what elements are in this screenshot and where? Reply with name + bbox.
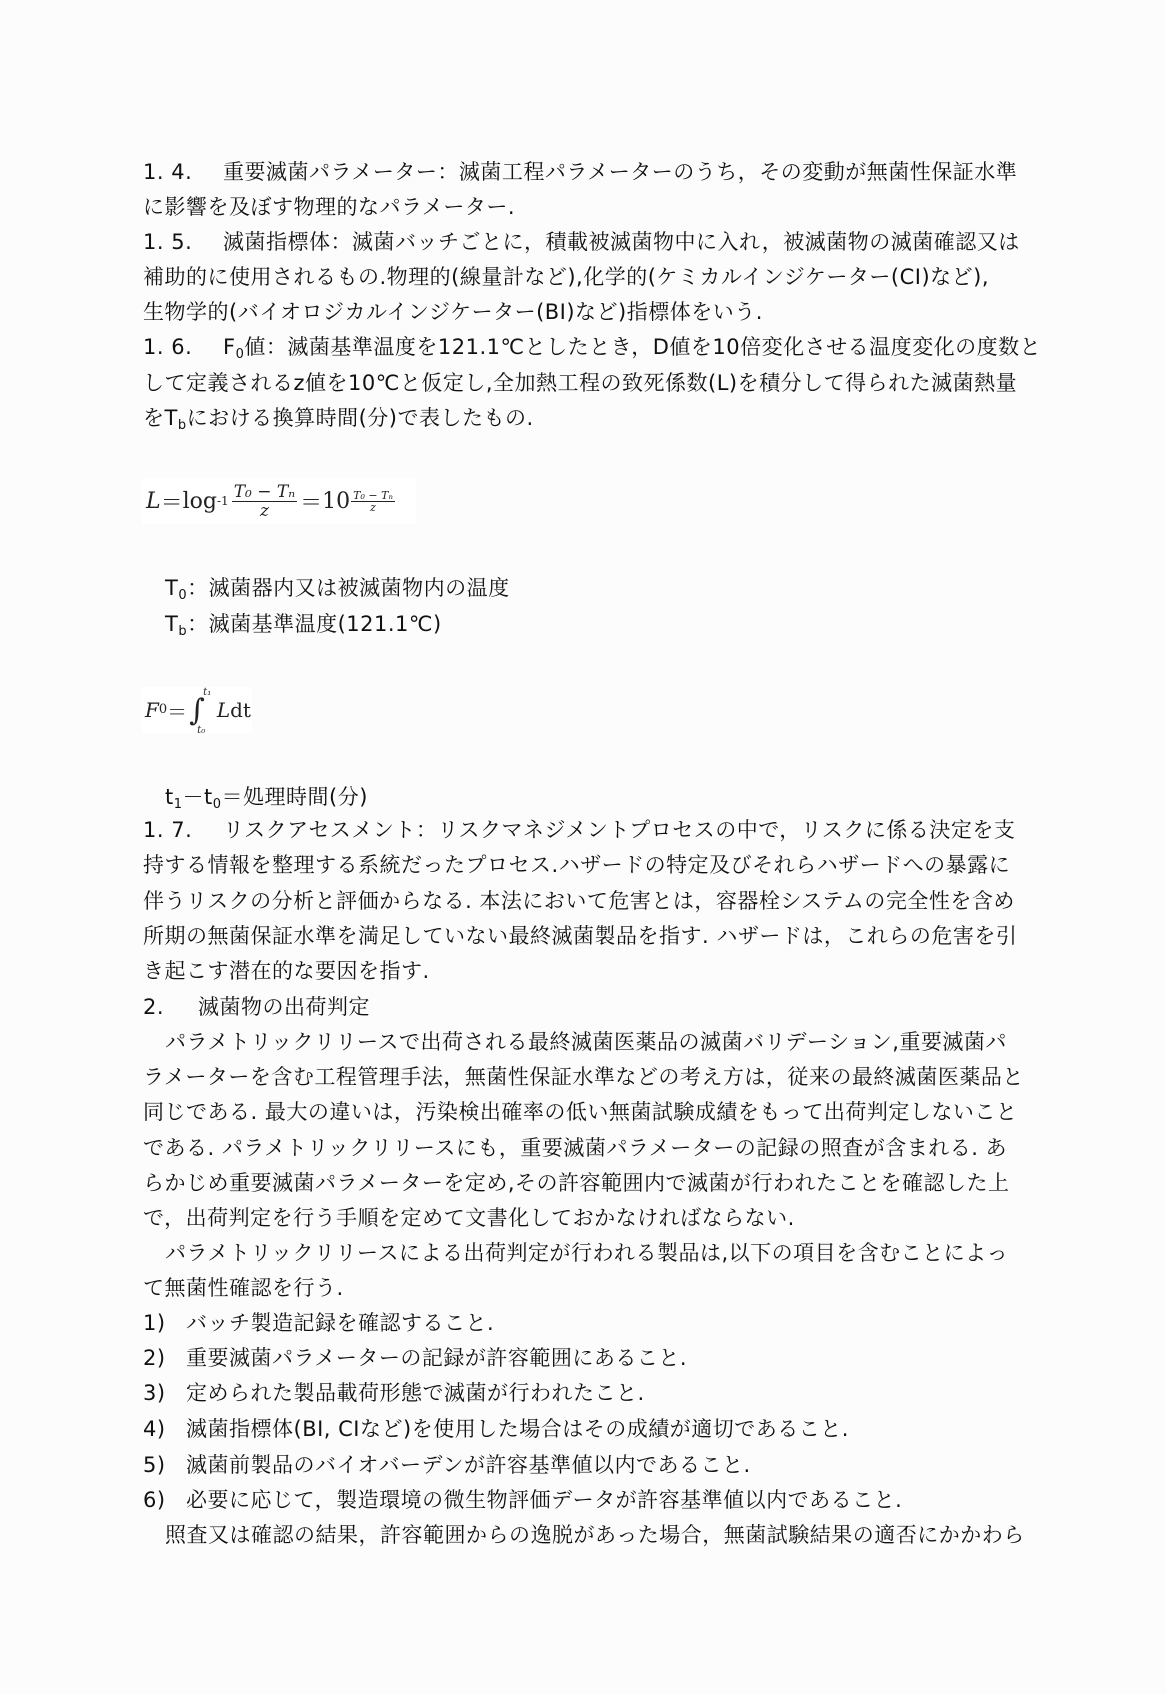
section-1-7-line-2: 持する情報を整理する系統だったプロセス.ハザードの特定及びそれらハザードへの暴露に <box>143 853 1011 877</box>
t-letter: t <box>204 785 213 809</box>
integral-sign <box>189 686 212 736</box>
list-item-text: 必要に応じて，製造環境の微生物評価データが許容基準値以内であること. <box>186 1488 903 1512</box>
text: における換算時間(分)で表したもの. <box>186 406 534 430</box>
formula-equals: ＝ <box>167 699 188 724</box>
formula-log-exponent: -1 <box>217 494 229 508</box>
fraction-numerator: T₀ − Tₙ <box>233 481 296 502</box>
list-item <box>143 1378 1033 1408</box>
list-item-number: 2) <box>143 1346 166 1370</box>
t-subscript: b <box>178 624 188 639</box>
f0-formula-image: F 0 ＝ ∫ t₁ t₀ L dt <box>142 687 252 733</box>
list-item-text: 重要滅菌パラメーターの記録が許容範囲にあること. <box>186 1346 688 1370</box>
section-text: リスクアセスメント：リスクマネジメントプロセスの中で，リスクに係る決定を支 <box>223 818 1016 842</box>
text: を <box>143 406 165 430</box>
para1-line-4: である. パラメトリックリリースにも，重要滅菌パラメーターの記録の照査が含まれる. あ <box>143 1136 1008 1160</box>
list-item <box>143 1308 1033 1338</box>
definition-t0 <box>165 573 1055 603</box>
section-number: 1. 4. <box>143 160 193 184</box>
t-letter: t <box>165 785 174 809</box>
para1-line-2: ラメーターを含む工程管理手法，無菌性保証水準などの考え方は，従来の最終滅菌医薬品と <box>143 1065 1024 1089</box>
formula-equals: ＝ <box>160 490 183 516</box>
section-1-5-line-3: 生物学的(バイオロジカルインジケーター(BI)など)指標体をいう. <box>143 300 763 324</box>
list-item-number: 5) <box>143 1453 166 1477</box>
formula-exponent <box>351 490 395 513</box>
para3-line-1: 照査又は確認の結果，許容範囲からの逸脱があった場合，無菌試験結果の適否にかかわら <box>165 1523 1025 1547</box>
para1-line-6: で，出荷判定を行う手順を定めて文書化しておかなければならない. <box>143 1206 795 1230</box>
section-1-4-line-1 <box>143 157 1033 187</box>
formula-fraction <box>232 483 297 520</box>
section-1-5-line-1 <box>143 227 1033 257</box>
t-subscript: 1 <box>173 797 183 812</box>
section-1-7-line-1 <box>143 815 1033 845</box>
list-item <box>143 1414 1033 1444</box>
formula-lhs: L <box>146 488 161 514</box>
section-1-7-line-4: 所期の無菌保証水準を満足していない最終滅菌製品を指す. ハザードは，これらの危害を引 <box>143 924 1018 948</box>
list-item-number: 4) <box>143 1417 166 1441</box>
f-subscript: 0 <box>235 347 245 362</box>
section-text: 重要滅菌パラメーター：滅菌工程パラメーターのうち，その変動が無菌性保証水準 <box>223 160 1018 184</box>
para2-line-2: て無菌性確認を行う. <box>143 1276 344 1300</box>
section-text: 値：滅菌基準温度を121.1℃としたとき，D値を10倍変化させる温度変化の度数と <box>244 335 1042 359</box>
exponent-numerator: T₀ − Tₙ <box>353 488 393 502</box>
t-letter: T <box>165 576 179 600</box>
integral-upper-limit: t₁ <box>203 686 212 698</box>
formula-dt: dt <box>230 698 251 722</box>
t-subscript: b <box>177 418 187 433</box>
section-1-5-line-2: 補助的に使用されるもの.物理的(線量計など),化学的(ケミカルインジケーター(CI)など), <box>143 265 990 289</box>
formula-equals: ＝ <box>300 490 323 516</box>
definition-text: ＝処理時間(分) <box>221 785 368 809</box>
formula-base: 10 <box>322 488 351 514</box>
f-letter: F <box>223 335 236 359</box>
section-1-6-line-1 <box>143 332 1042 362</box>
formula-body: L <box>216 698 231 722</box>
para1-line-1: パラメトリックリリースで出荷される最終滅菌医薬品の滅菌バリデーション,重要滅菌パ <box>165 1030 1007 1054</box>
section-1-7-line-3: 伴うリスクの分析と評価からなる. 本法において危害とは，容器栓システムの完全性を含め <box>143 889 1015 913</box>
time-definition <box>165 782 1055 812</box>
section-1-7-line-5: き起こす潜在的な要因を指す. <box>143 959 430 983</box>
list-item <box>143 1343 1033 1373</box>
formula-log: log <box>182 488 217 514</box>
section-number: 1. 5. <box>143 230 193 254</box>
para1-line-5: らかじめ重要滅菌パラメーターを定め,その許容範囲内で滅菌が行われたことを確認した上 <box>143 1171 1010 1195</box>
list-item-text: 滅菌前製品のバイオバーデンが許容基準値以内であること. <box>186 1453 751 1477</box>
list-item <box>143 1485 1033 1515</box>
list-item-number: 6) <box>143 1488 166 1512</box>
integral-symbol: ∫ <box>189 692 205 728</box>
section-1-6-line-3 <box>143 403 1033 433</box>
section-text: 滅菌指標体：滅菌バッチごとに，積載被滅菌物中に入れ，被滅菌物の滅菌確認又は <box>223 230 1020 254</box>
para2-line-1: パラメトリックリリースによる出荷判定が行われる製品は,以下の項目を含むことによっ <box>165 1241 1009 1265</box>
exponent-denominator: z <box>370 500 376 514</box>
t-subscript: 0 <box>212 797 222 812</box>
list-item-number: 1) <box>143 1311 166 1335</box>
definition-tb <box>165 609 1055 639</box>
para1-line-3: 同じである. 最大の違いは，汚染検出確率の低い無菌試験成績をもって出荷判定しないこと <box>143 1100 1018 1124</box>
section-number: 1. 6. <box>143 335 193 359</box>
t-letter: T <box>165 612 179 636</box>
section-number: 2. <box>143 995 165 1019</box>
list-item-text: 定められた製品載荷形態で滅菌が行われたこと. <box>186 1381 645 1405</box>
list-item-text: バッチ製造記録を確認すること. <box>186 1311 495 1335</box>
section-number: 1. 7. <box>143 818 193 842</box>
section-title: 滅菌物の出荷判定 <box>198 995 370 1019</box>
lethality-formula-image <box>142 478 416 524</box>
formula-lhs: F <box>145 698 159 722</box>
definition-text: ：滅菌器内又は被滅菌物内の温度 <box>187 576 510 600</box>
section-2-heading <box>143 992 1033 1022</box>
integral-lower-limit: t₀ <box>197 724 206 736</box>
list-item-number: 3) <box>143 1381 166 1405</box>
section-1-6-line-2: して定義されるz値を10℃と仮定し,全加熱工程の致死係数(L)を積分して得られた滅菌熱量 <box>143 371 1018 395</box>
list-item <box>143 1450 1033 1480</box>
minus-sign: － <box>182 785 205 809</box>
t-letter: T <box>164 406 178 430</box>
t-subscript: 0 <box>178 588 188 603</box>
section-1-4-line-2: に影響を及ぼす物理的なパラメーター. <box>143 195 516 219</box>
fraction-denominator: z <box>259 500 269 521</box>
list-item-text: 滅菌指標体(BI, CIなど)を使用した場合はその成績が適切であること. <box>186 1417 849 1441</box>
definition-text: ：滅菌基準温度(121.1℃) <box>187 612 442 636</box>
